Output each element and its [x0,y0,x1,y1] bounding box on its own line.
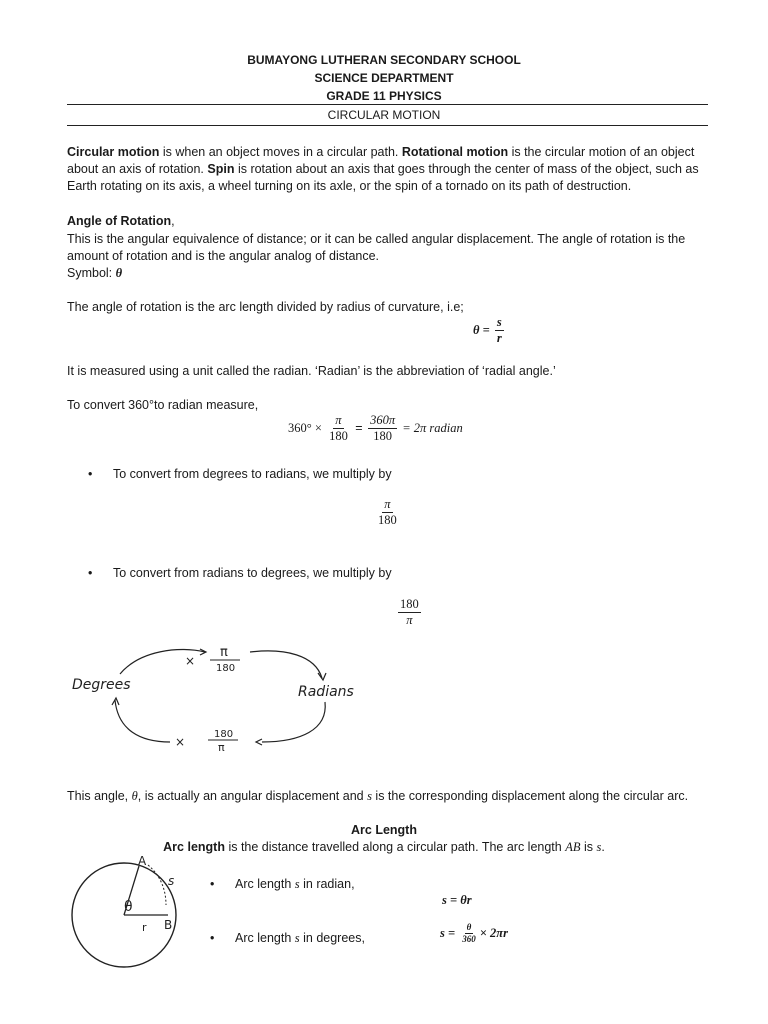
radian-text: It is measured using a unit called the radian. ‘Radian’ is the abbreviation of ‘radial angle.’ [67,364,556,378]
arrow-top-right [250,651,322,678]
bullet-arc-degrees: • Arc length s in degrees, [212,930,365,947]
conversion-sketch [70,640,362,752]
svg-text:π: π [220,645,228,660]
school-name: BUMAYONG LUTHERAN SECONDARY SCHOOL [247,53,521,67]
theta-formula: θ = $\frac{s}{r}$ [473,315,502,345]
sketch-radians-label: Radians [298,684,354,700]
arrow-bottom-left [115,700,170,742]
term-rotational-motion: Rotational motion [401,145,509,159]
angle-definition: This is the angular equivalence of distance; or it can be called angular displacement. The angle of rotation is the amount of rotation and is the angular analog of distance. [67,232,686,263]
angle-heading: Angle of Rotation, [67,214,175,228]
arc-length-definition: Arc length is the distance travelled along a circular path. The arc length AB is s. [163,840,605,854]
header-rule-top [67,104,708,105]
svg-text:π: π [218,741,225,752]
180-over-pi: $\frac{180}{\pi}$ [400,597,419,627]
formula-s-theta-r: s = θr [442,893,472,907]
sketch-degrees-label: Degrees [72,677,131,693]
formula-arc-degrees: s = $\frac{\theta}{360}$ × 2πr [440,922,508,944]
bullet-deg-to-rad: • To convert from degrees to radians, we multiply by [90,466,392,483]
term-spin: Spin [207,162,235,176]
term-circular-motion: Circular motion [67,145,160,159]
conversion-equation: 360° × $\frac{\pi}{180}$ = $\frac{360\pi}{180}$ = 2π radian [288,413,463,443]
department-name: SCIENCE DEPARTMENT [314,71,454,85]
arc-length-title: Arc Length [351,823,417,837]
grade-title: GRADE 11 PHYSICS [326,89,442,103]
point-A-label: A [138,854,147,868]
intro-paragraph: Circular motion is when an object moves in a circular path. Rotational motion is the circular motion of an object about an axis of rotation. Spin is rotation about an axis that goes through the center of mass of the object, such as Earth rotating on its axis, a wheel turning on its axle, or the spin of a tornado on its path of destruction. [67,145,699,193]
arc-relation-text: The angle of rotation is the arc length divided by radius of curvature, i.e; [67,300,464,314]
svg-text:180: 180 [216,663,236,674]
topic-title: CIRCULAR MOTION [327,108,441,122]
angle-symbol: Symbol: θ [67,266,123,280]
header-rule-bottom [67,125,708,126]
arc-circle-diagram [64,853,188,969]
pi-over-180: $\frac{\pi}{180}$ [378,497,397,527]
svg-text:180: 180 [214,729,234,740]
bullet-rad-to-deg: • To convert from radians to degrees, we multiply by [90,565,392,582]
svg-text:×: × [175,735,186,749]
point-B-label: B [164,918,173,932]
arrow-bottom-right [262,702,325,742]
displacement-text: This angle, θ, is actually an angular displacement and s is the corresponding displacement along the circular arc. [67,789,689,803]
svg-text:×: × [185,654,196,668]
arc-s-label: s [168,874,175,888]
convert-text: To convert 360°to radian measure, [67,398,259,412]
theta-label: θ [124,899,133,915]
bullet-arc-radian: • Arc length s in radian, [212,876,355,893]
radius-r-label: r [142,921,147,934]
